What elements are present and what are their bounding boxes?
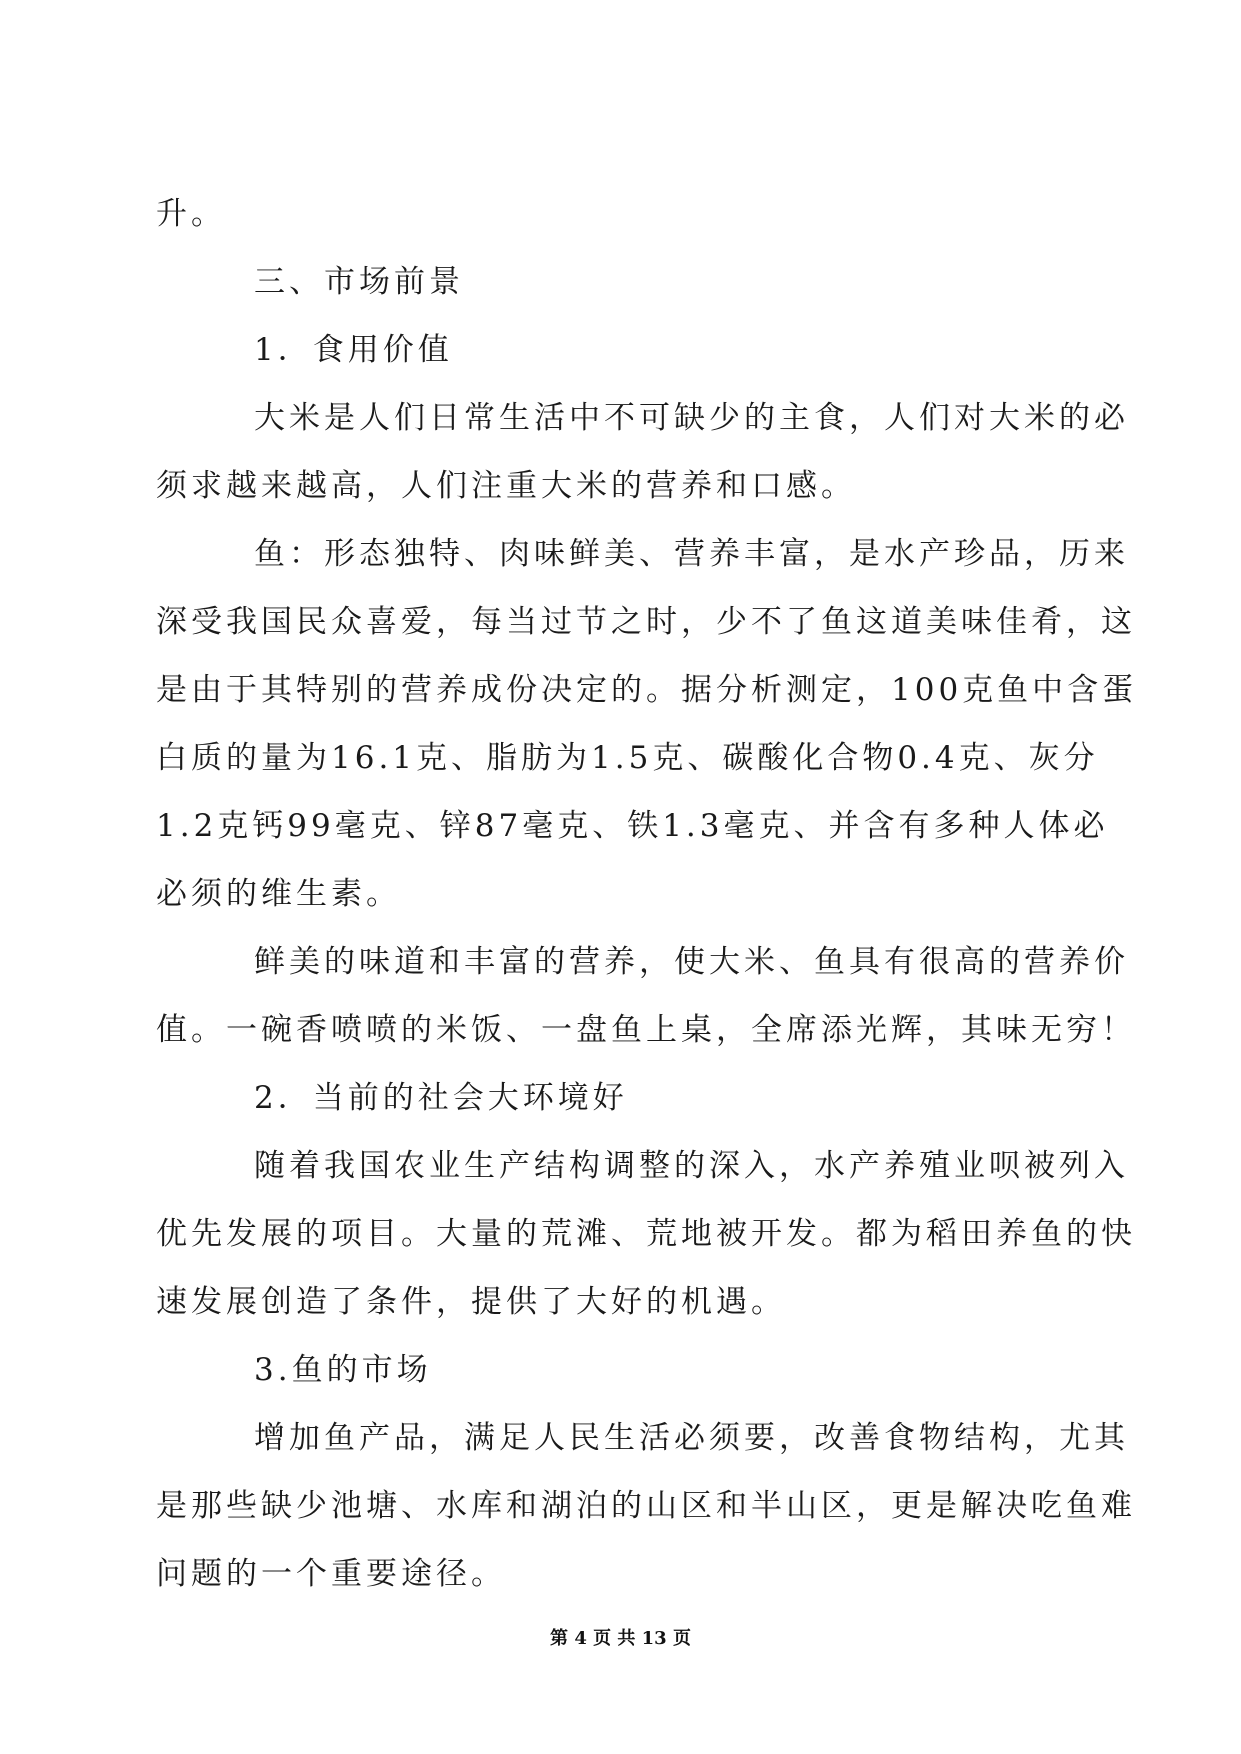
paragraph-line: 升。 <box>156 196 226 232</box>
paragraph-line: 是由于其特别的营养成份决定的。据分析测定，100克鱼中含蛋 <box>156 672 1138 708</box>
paragraph-line: 是那些缺少池塘、水库和湖泊的山区和半山区，更是解决吃鱼难 <box>156 1488 1136 1524</box>
paragraph-line: 值。一碗香喷喷的米饭、一盘鱼上桌，全席添光辉，其味无穷！ <box>156 1012 1136 1048</box>
paragraph-line: 随着我国农业生产结构调整的深入，水产养殖业呗被列入 <box>254 1148 1129 1184</box>
paragraph-line: 1.2克钙99毫克、锌87毫克、铁1.3毫克、并含有多种人体必 <box>156 808 1109 844</box>
paragraph-line: 白质的量为16.1克、脂肪为1.5克、碳酸化合物0.4克、灰分 <box>156 740 1099 776</box>
document-body <box>156 180 1138 1608</box>
paragraph-line: 大米是人们日常生活中不可缺少的主食，人们对大米的必 <box>254 400 1129 436</box>
paragraph-line: 深受我国民众喜爱，每当过节之时，少不了鱼这道美味佳肴，这 <box>156 604 1136 640</box>
paragraph-line: 鱼：形态独特、肉味鲜美、营养丰富，是水产珍品，历来 <box>254 536 1129 572</box>
subsection-heading: 1．食用价值 <box>254 332 453 368</box>
paragraph-line: 增加鱼产品，满足人民生活必须要，改善食物结构，尤其 <box>254 1420 1129 1456</box>
paragraph-line: 必须的维生素。 <box>156 876 401 912</box>
paragraph-line: 鲜美的味道和丰富的营养，使大米、鱼具有很高的营养价 <box>254 944 1129 980</box>
subsection-heading: 3.鱼的市场 <box>254 1352 432 1388</box>
subsection-heading: 2．当前的社会大环境好 <box>254 1080 628 1116</box>
page-number-footer: 第 4 页 共 13 页 <box>550 1628 691 1649</box>
paragraph-line: 优先发展的项目。大量的荒滩、荒地被开发。都为稻田养鱼的快 <box>156 1216 1136 1252</box>
paragraph-line: 问题的一个重要途径。 <box>156 1556 506 1592</box>
section-heading: 三、市场前景 <box>254 264 464 300</box>
paragraph-line: 速发展创造了条件，提供了大好的机遇。 <box>156 1284 786 1320</box>
paragraph-line: 须求越来越高，人们注重大米的营养和口感。 <box>156 468 856 504</box>
